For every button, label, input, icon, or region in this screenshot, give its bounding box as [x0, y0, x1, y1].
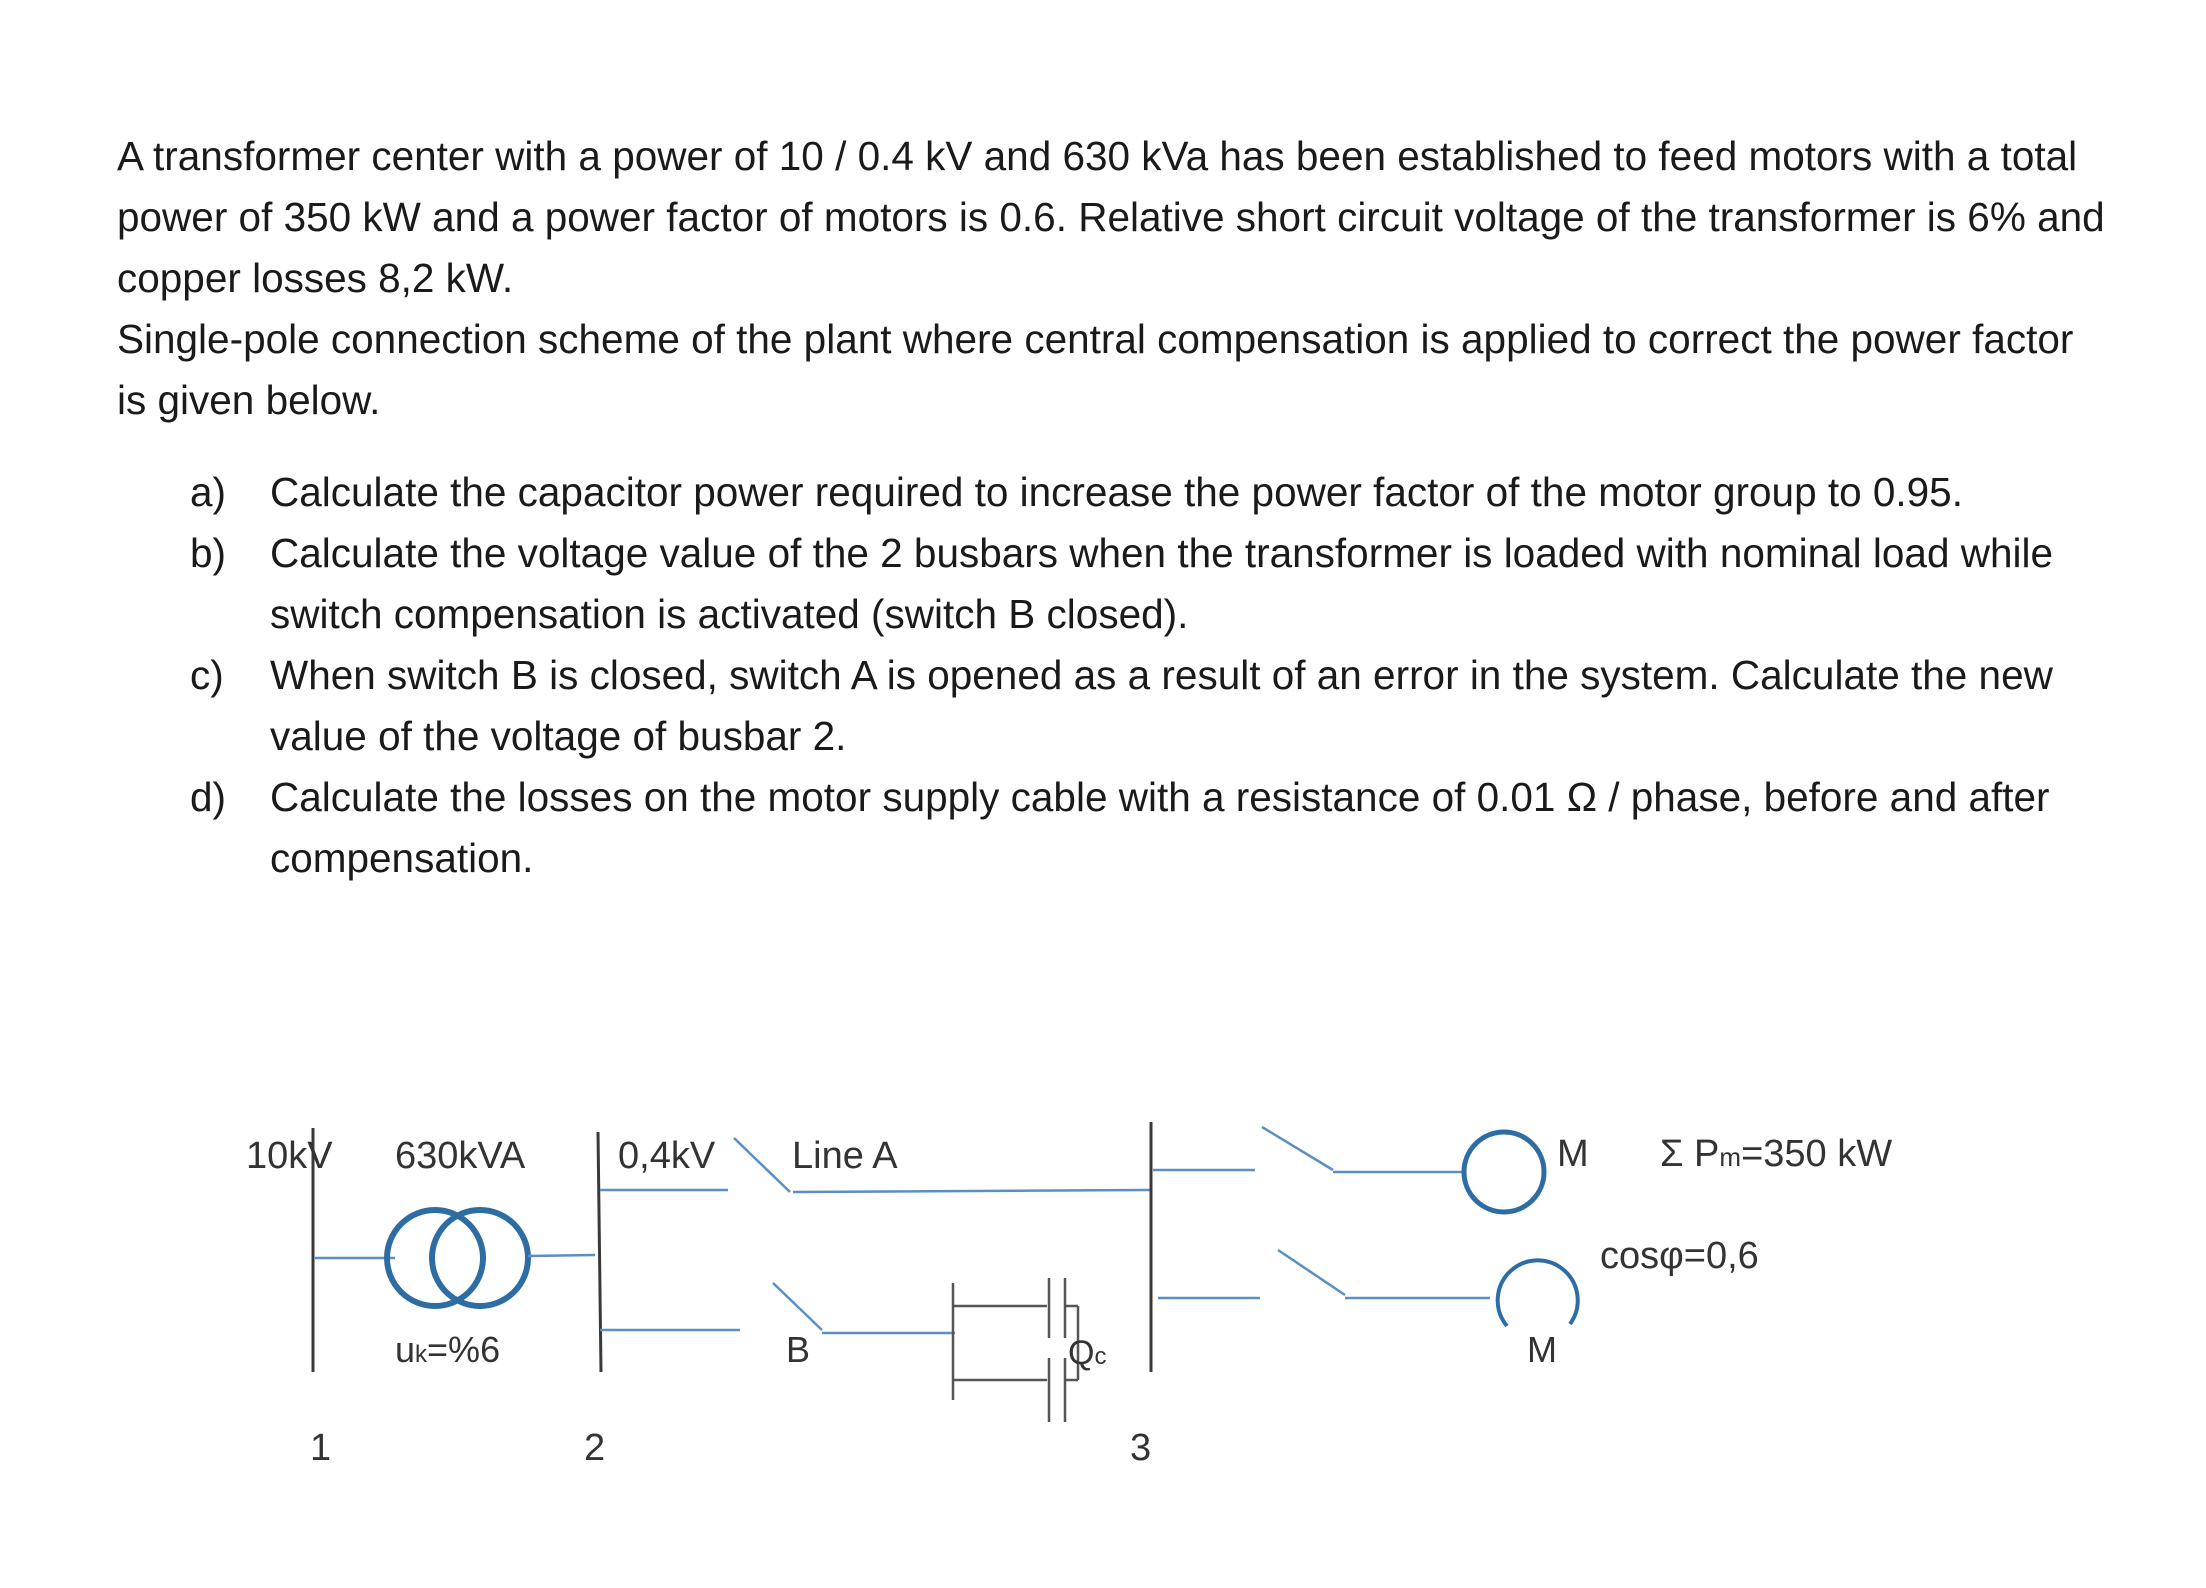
motor-1-label: M — [1557, 1133, 1589, 1175]
lv-feed-wire — [528, 1255, 595, 1256]
line-a-wire-right — [793, 1190, 1150, 1192]
question-text: Calculate the losses on the motor supply cable with a resistance of 0.01 Ω / phase, before and after compensation. — [270, 774, 2050, 881]
motor-1-switch-blade — [1262, 1127, 1333, 1170]
intro-paragraph-1: A transformer center with a power of 10 / 0.4 kV and 630 kVa has been established to feed motors with a total power of 350 kW and a power factor of motors is 0.6. Relative short circuit voltage of the transformer is 6% and copper losses 8,2 kW. — [117, 133, 2105, 301]
line-a-label: Line A — [792, 1135, 898, 1177]
busbar-1-number: 1 — [310, 1427, 332, 1469]
lv-voltage-label: 0,4kV — [618, 1135, 716, 1177]
motor-2-switch-blade — [1278, 1250, 1345, 1295]
question-item — [190, 462, 2070, 523]
capacitor-bank — [953, 1278, 1078, 1422]
question-marker: b) — [190, 530, 227, 576]
question-marker: a) — [190, 469, 227, 515]
question-item — [190, 523, 2070, 645]
question-list — [190, 462, 2070, 889]
busbar-3-number: 3 — [1130, 1427, 1152, 1469]
question-marker: d) — [190, 774, 227, 820]
intro-paragraph-2: Single-pole connection scheme of the plant where central compensation is applied to correct the power factor is given below. — [117, 316, 2074, 423]
question-item — [190, 645, 2070, 767]
motor-2-label: M — [1527, 1329, 1557, 1370]
total-motor-power-label: Σ Pm=350 kW — [1660, 1133, 1893, 1175]
question-marker: c) — [190, 652, 224, 698]
switch-b-blade — [773, 1283, 822, 1330]
busbar-2 — [598, 1132, 601, 1372]
question-text: Calculate the voltage value of the 2 busbars when the transformer is loaded with nominal load while switch compensation is activated (switch B closed). — [270, 530, 2054, 637]
switch-a-blade — [734, 1138, 790, 1192]
problem-statement — [117, 126, 2107, 431]
question-text: When switch B is closed, switch A is opened as a result of an error in the system. Calculate the new value of the voltage of busbar 2. — [270, 652, 2053, 759]
question-text: Calculate the capacitor power required to increase the power factor of the motor group to 0.95. — [270, 469, 1963, 515]
capacitor-power-label: Qc — [1068, 1334, 1107, 1372]
switch-b-label: B — [786, 1329, 811, 1370]
single-line-diagram — [0, 1080, 2206, 1500]
busbar-2-number: 2 — [584, 1427, 606, 1469]
question-item — [190, 767, 2070, 889]
power-factor-label: cosφ=0,6 — [1600, 1235, 1759, 1277]
short-circuit-voltage-label: uk=%6 — [395, 1329, 501, 1370]
transformer-rating-label: 630kVA — [395, 1135, 526, 1177]
motor-2-symbol — [1498, 1260, 1578, 1326]
motor-1-symbol — [1464, 1132, 1544, 1212]
hv-voltage-label: 10kV — [246, 1135, 333, 1177]
